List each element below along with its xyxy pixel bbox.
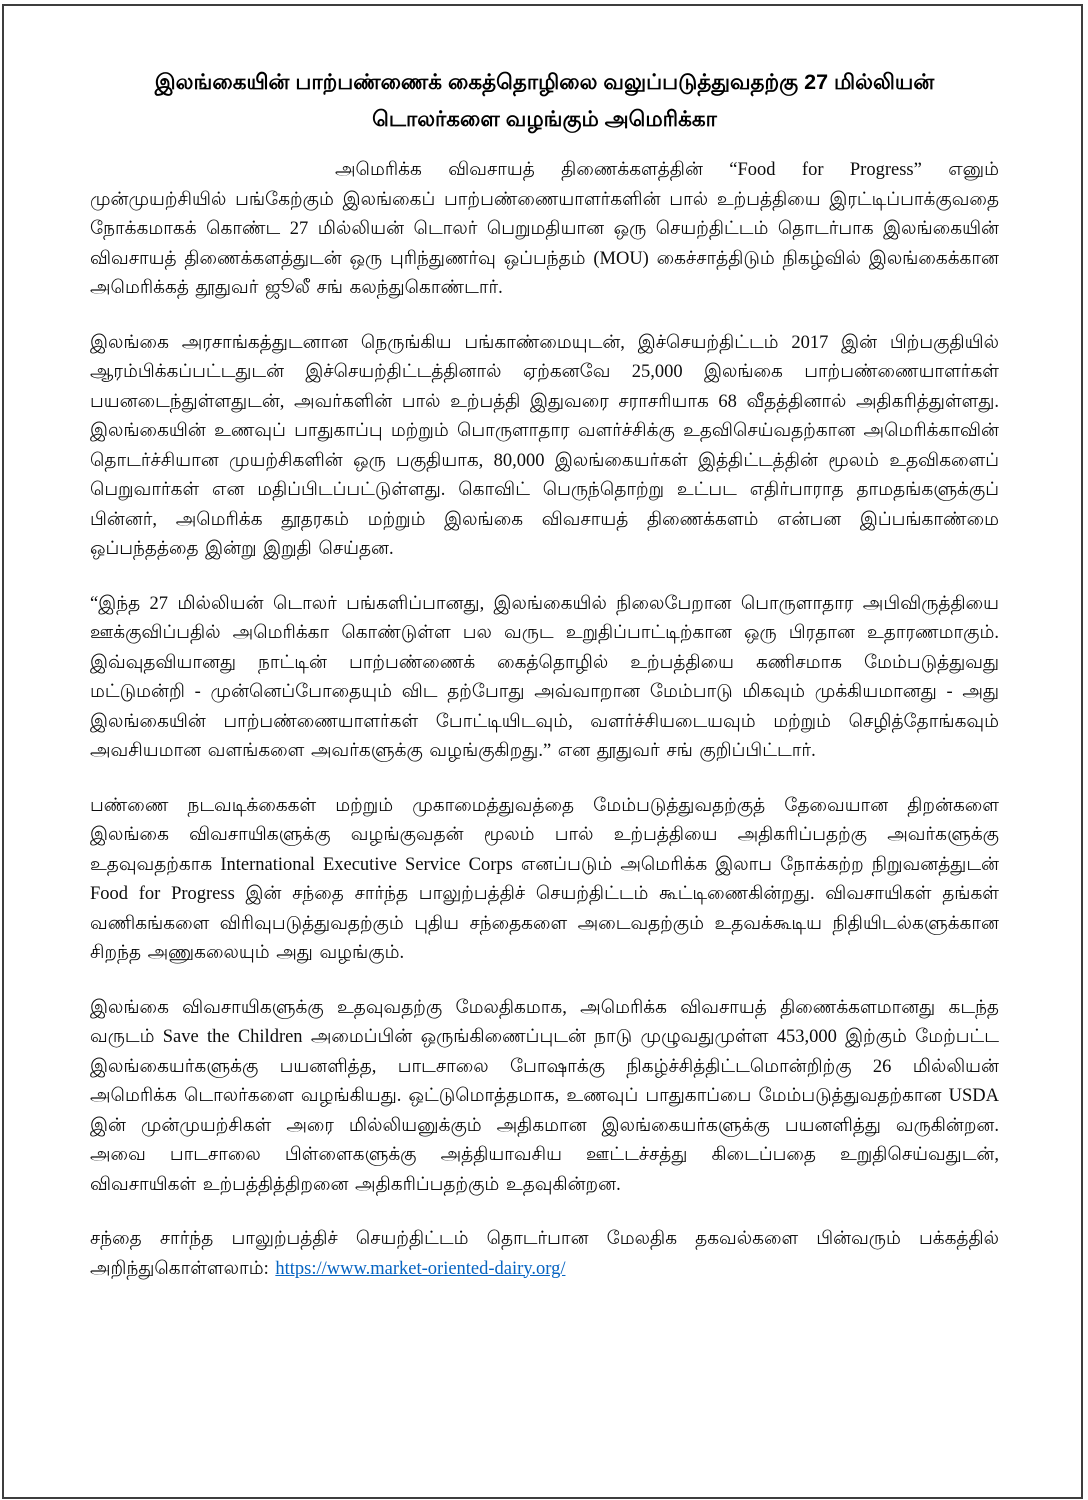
market-oriented-dairy-link[interactable]: https://www.market-oriented-dairy.org/ — [275, 1258, 566, 1279]
paragraph-more-info — [90, 1225, 999, 1284]
page-frame — [2, 4, 1083, 1499]
paragraph-usda-school-nutrition: இலங்கை விவசாயிகளுக்கு உதவுவதற்கு மேலதிகமாக, அமெரிக்க விவசாயத் திணைக்களமானது கடந்த வருடம் Save the Children அமைப்பின் ஒருங்கிணைப்புடன் நாடு முழுவதுமுள்ள 453,000 இற்கும் மேற்பட்ட இலங்கையர்களுக்கு பயனளித்த, பாடசாலை போஷாக்கு நிகழ்ச்சித்திட்டமொன்றிற்கு 26 மில்லியன் அமெரிக்க டொலர்களை வழங்கியது. ஒட்டுமொத்தமாக, உணவுப் பாதுகாப்பை மேம்படுத்துவதற்கான USDA இன் முன்முயற்சிகள் அரை மில்லியனுக்கும் அதிகமான இலங்கையர்களுக்கு பயனளித்து வருகின்றன. அவை பாடசாலை பிள்ளைகளுக்கு அத்தியாவசிய ஊட்டச்சத்து கிடைப்பதை உறுதிசெய்வதுடன், விவசாயிகள் உற்பத்தித்திறனை அதிகரிப்பதற்கும் உதவுகின்றன. — [90, 997, 999, 1195]
paragraph-project-background: இலங்கை அரசாங்கத்துடனான நெருங்கிய பங்காண்மையுடன், இச்செயற்திட்டம் 2017 இன் பிற்பகுதியில் ஆரம்பிக்கப்பட்டதுடன் இச்செயற்திட்டத்தினால் ஏற்கனவே 25,000 இலங்கை பாற்பண்ணையாளர்கள் பயனடைந்துள்ளதுடன், அவர்களின் பால் உற்பத்தி இதுவரை சராசரியாக 68 வீதத்தினால் அதிகரித்துள்ளது. இலங்கையின் உணவுப் பாதுகாப்பு மற்றும் பொருளாதார வளர்ச்சிக்கு உதவிசெய்வதற்கான அமெரிக்காவின் தொடர்ச்சியான முயற்சிகளின் ஒரு பகுதியாக, 80,000 இலங்கையர்கள் இத்திட்டத்தின் மூலம் உதவிகளைப் பெறுவார்கள் என மதிப்பிடப்பட்டுள்ளது. கொவிட் பெருந்தொற்று உட்பட எதிர்பாராத தாமதங்களுக்குப் பின்னர், அமெரிக்க தூதரகம் மற்றும் இலங்கை விவசாயத் திணைக்களம் என்பன இப்பங்காண்மை ஒப்பந்தத்தை இன்று இறுதி செய்தன. — [90, 332, 999, 559]
paragraph-intro-mou-signing: அமெரிக்க விவசாயத் திணைக்களத்தின் “Food for Progress” எனும் முன்முயற்சியில் பங்கேற்கும் இலங்கைப் பாற்பண்ணையாளர்களின் பால் உற்பத்தியை இரட்டிப்பாக்குவதை நோக்கமாகக் கொண்ட 27 மில்லியன் டொலர் பெறுமதியான ஒரு செயற்திட்டம் தொடர்பாக இலங்கையின் விவசாயத் திணைக்களத்துடன் ஒரு புரிந்துணர்வு ஒப்பந்தம் (MOU) கைச்சாத்திடும் நிகழ்வில் இலங்கைக்கான அமெரிக்கத் தூதுவர் ஜூலீ சங் கலந்துகொண்டார். — [90, 160, 999, 298]
page-title: இலங்கையின் பாற்பண்ணைக் கைத்தொழிலை வலுப்படுத்துவதற்கு 27 மில்லியன் டொலர்களை வழங்கும் அமெரிக்கா — [154, 70, 935, 131]
paragraph-ambassador-quote: “இந்த 27 மில்லியன் டொலர் பங்களிப்பானது, இலங்கையில் நிலைபேறான பொருளாதார அபிவிருத்தியை ஊக்குவிப்பதில் அமெரிக்கா கொண்டுள்ள பல வருட உறுதிப்பாட்டிற்கான ஒரு பிரதான உதாரணமாகும். இவ்வுதவியானது நாட்டின் பாற்பண்ணைக் கைத்தொழில் உற்பத்தியை கணிசமாக மேம்படுத்துவது மட்டுமன்றி - முன்னெப்போதையும் விட தற்போது அவ்வாறான மேம்பாடு மிகவும் முக்கியமானது - அது இலங்கையின் பாற்பண்ணையாளர்கள் போட்டியிடவும், வளர்ச்சியடையவும் மற்றும் செழித்தோங்கவும் அவசியமான வளங்களை அவர்களுக்கு வழங்குகிறது.” என தூதுவர் சங் குறிப்பிட்டார். — [90, 593, 999, 761]
paragraph-iesc-partnership: பண்ணை நடவடிக்கைகள் மற்றும் முகாமைத்துவத்தை மேம்படுத்துவதற்குத் தேவையான திறன்களை இலங்கை விவசாயிகளுக்கு வழங்குவதன் மூலம் பால் உற்பத்தியை அதிகரிப்பதற்கு அவர்களுக்கு உதவுவதற்காக International Executive Service Corps எனப்படும் அமெரிக்க இலாப நோக்கற்ற நிறுவனத்துடன் Food for Progress இன் சந்தை சார்ந்த பாலுற்பத்திச் செயற்திட்டம் கூட்டிணைகின்றது. விவசாயிகள் தங்கள் வணிகங்களை விரிவுபடுத்துவதற்கும் புதிய சந்தைகளை அடைவதற்கும் உதவக்கூடிய நிதியிடல்களுக்கான சிறந்த அணுகலையும் அது வழங்கும். — [90, 795, 999, 963]
more-info-text: சந்தை சார்ந்த பாலுற்பத்திச் செயற்திட்டம் தொடர்பான மேலதிக தகவல்களை பின்வரும் பக்கத்தில் அறிந்துகொள்ளலாம்: — [90, 1229, 999, 1279]
document-body — [4, 6, 1081, 1284]
